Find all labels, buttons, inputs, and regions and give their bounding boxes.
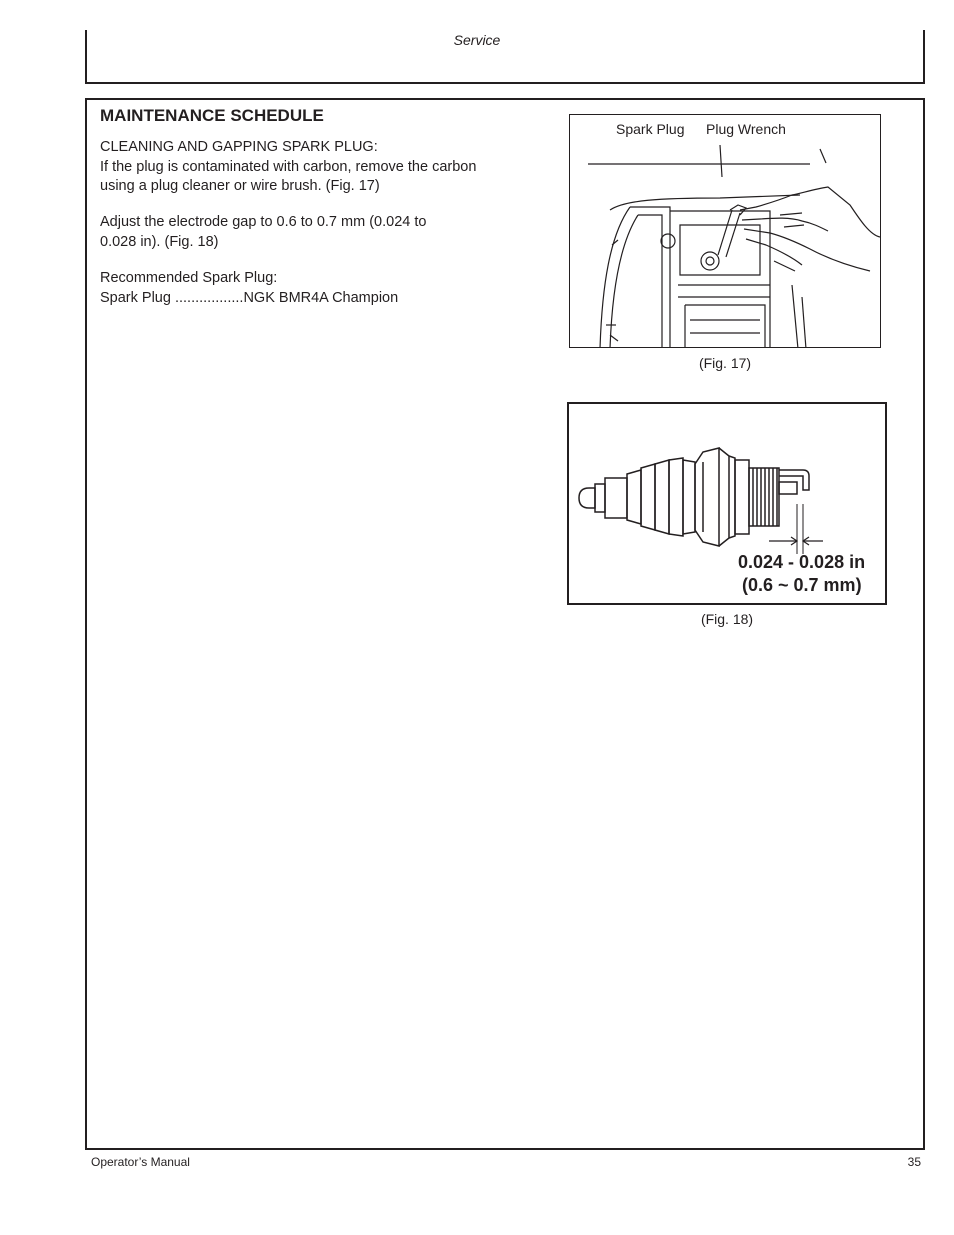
- page-heading: MAINTENANCE SCHEDULE: [100, 106, 324, 125]
- fig17-caption: (Fig. 17): [698, 355, 752, 371]
- section-title: Service: [453, 32, 501, 48]
- cleaning-paragraph: [100, 138, 476, 197]
- footer-rule: [85, 1149, 925, 1150]
- adjust-line: Adjust the electrode gap to 0.6 to 0.7 mm (0.024 to: [100, 214, 427, 230]
- recommended-title: Recommended Spark Plug:: [100, 270, 278, 286]
- adjust-paragraph: [100, 213, 426, 252]
- fig17-drawing: [570, 115, 881, 348]
- callout-spark-plug: Spark Plug: [616, 121, 685, 137]
- gap-millimeters-label: (0.6 ~ 0.7 mm): [742, 575, 862, 595]
- recommended-spec: Spark Plug .................NGK BMR4A Champion: [100, 289, 399, 306]
- footer-manual-title: Operator’s Manual: [91, 1155, 190, 1169]
- page-number: 35: [907, 1155, 921, 1169]
- adjust-line: 0.028 in). (Fig. 18): [100, 233, 219, 250]
- cleaning-line: If the plug is contaminated with carbon, remove the carbon: [100, 158, 477, 175]
- cleaning-line: using a plug cleaner or wire brush. (Fig. 17): [100, 178, 380, 194]
- callout-plug-wrench: Plug Wrench: [706, 121, 786, 137]
- gap-inches-label: 0.024 - 0.028 in: [738, 552, 866, 572]
- recommended-paragraph: [100, 269, 398, 308]
- cleaning-title: CLEANING AND GAPPING SPARK PLUG:: [100, 139, 378, 155]
- fig17-illustration: [569, 114, 881, 348]
- fig18-caption: (Fig. 18): [700, 611, 754, 627]
